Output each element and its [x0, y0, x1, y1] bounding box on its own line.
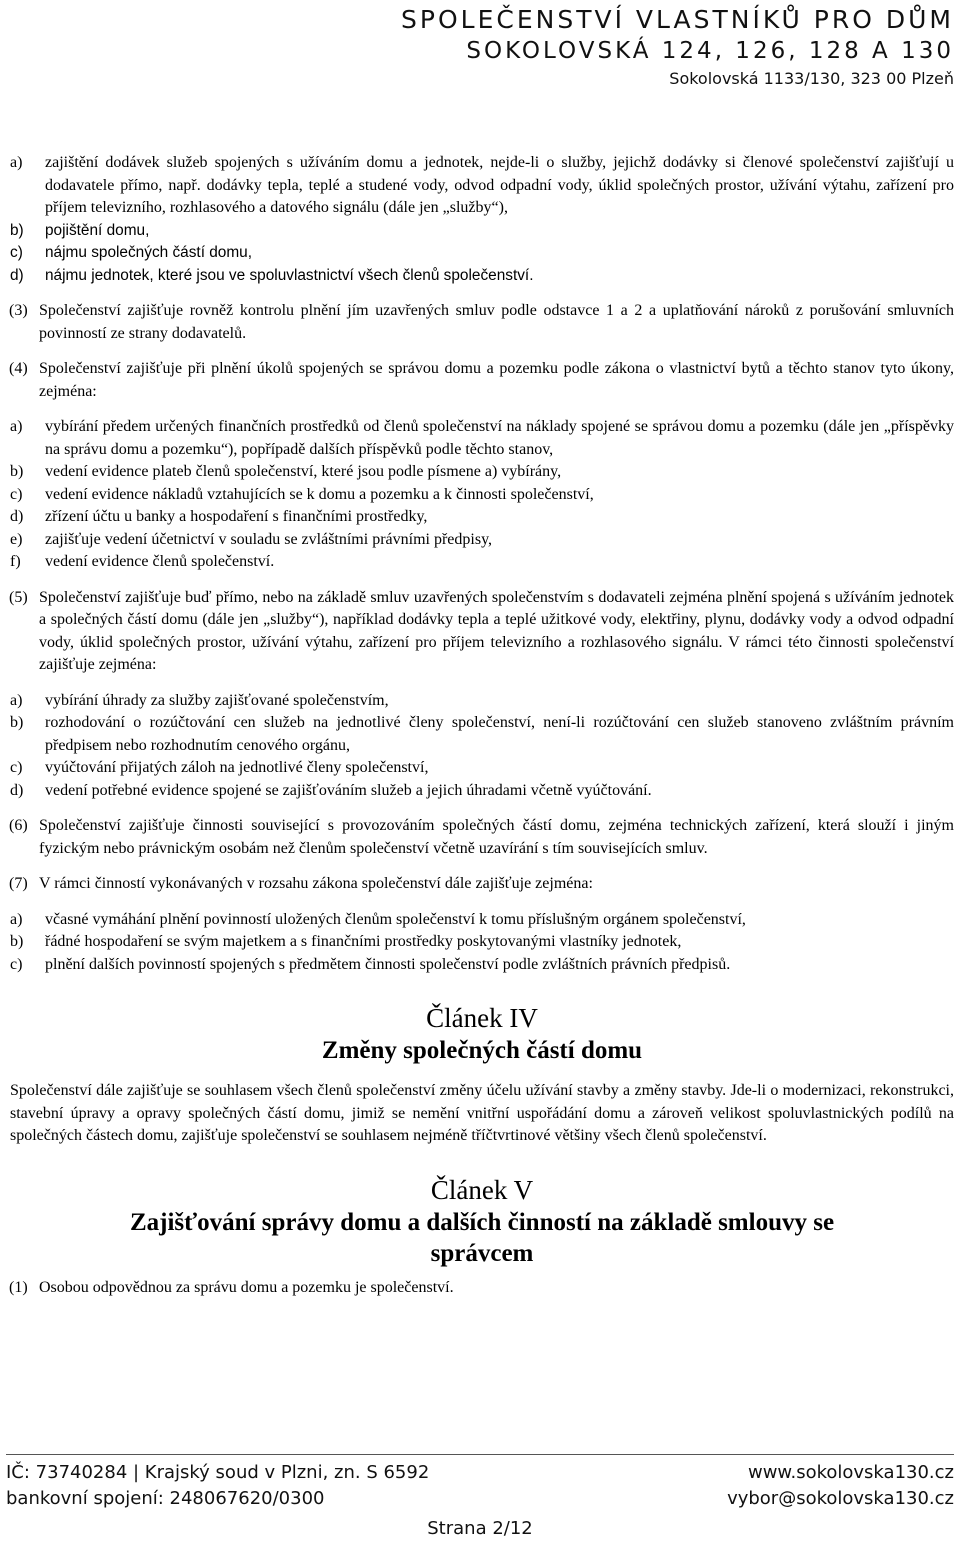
list-item: a) zajištění dodávek služeb spojených s užíváním domu a jednotek, nejde-li o služby, jejichž dodávky si členové společenství zajišťují u dodavatele přímo, např. dodávky tepla, teplé a studené vody, odvod odpadní vody, úklid společných prostor, užívání výtahu, zařízení pro příjem televizního, rozhlasového a datového signálu (dále jen „služby“), [10, 154, 954, 216]
article-5-paragraph-1: (1) Osobou odpovědnou za správu domu a pozemku je společenství. [9, 1278, 454, 1296]
paragraph-6: (6) Společenství zajišťuje činnosti související s provozováním společných částí domu, zejména technických zařízení, která slouží i jiným fyzickým nebo právnickým osobám než členům společenství včetně uzavírání s tím souvisejících smluv. [9, 817, 954, 857]
list-item: a) vybírání předem určených finančních prostředků od členů společenství na náklady spojené se správou domu a pozemku (dále jen „příspěvky na správu domu a pozemku“), popřípadě dalších příspěvků podle těchto stanov, [10, 418, 954, 458]
letterhead-address: Sokolovská 1133/130, 323 00 Plzeň [669, 69, 954, 88]
list-item: d) nájmu jednotek, které jsou ve spoluvlastnictví všech členů společenství. [10, 266, 534, 284]
article-5-heading: Článek V [430, 1174, 534, 1205]
article-4-title [10, 1002, 954, 1066]
paragraph-4: (4) Společenství zajišťuje při plnění úkolů spojených se správou domu a pozemku podle zákona o vlastnictví bytů a těchto stanov tyto úkony, zejména: [9, 360, 954, 400]
list-item: a) vybírání úhrady za služby zajišťované společenstvím, [10, 691, 389, 709]
list-item: e) zajišťuje vedení účetnictví v souladu se zvláštními právními předpisy, [10, 530, 493, 548]
paragraph-5: (5) Společenství zajišťuje buď přímo, nebo na základě smluv uzavřených společenstvím s dodavateli zejména plnění spojená s užíváním jednotek a společných částí domu (dále jen „služby“), například dodávky tepla a teplé užitkové vody, elektřiny, plynu, dodávky vody a odvod odpadní vody, úklid společných prostor, užívání výtahu, zařízení pro příjem televizního a rozhlasového signálu. V rámci této činnosti společenství zajišťuje zejména: [9, 588, 954, 673]
page-footer [6, 1460, 954, 1539]
letterhead-line2: SOKOLOVSKÁ 124, 126, 128 A 130 [466, 38, 954, 64]
list-item: c) vedení evidence nákladů vztahujících se k domu a pozemku a k činnosti společenství, [10, 485, 594, 503]
page-number: Strana 2/12 [427, 1518, 533, 1539]
list-item: d) vedení potřebné evidence spojené se zajišťováním služeb a jejich úhradami včetně vyúčtování. [10, 781, 652, 799]
footer-divider [6, 1454, 954, 1455]
letterhead-line1: SPOLEČENSTVÍ VLASTNÍKŮ PRO DŮM [401, 5, 954, 34]
footer-email: vybor@sokolovska130.cz [727, 1488, 954, 1509]
list-item: b) vedení evidence plateb členů společenství, které jsou podle písmene a) vybírány, [10, 463, 562, 480]
document-body [10, 152, 954, 1299]
footer-company-id: IČ: 73740284 | Krajský soud v Plzni, zn. S 6592 [6, 1462, 430, 1483]
list-item: a) včasné vymáhání plnění povinností uložených členům společenství k tomu příslušným orgánem společenství, [10, 910, 746, 928]
article-4-subheading: Změny společných částí domu [321, 1037, 643, 1064]
paragraph-7: (7) V rámci činností vykonávaných v rozsahu zákona společenství dále zajišťuje zejména: [9, 875, 593, 892]
article-4-text: Společenství dále zajišťuje se souhlasem všech členů společenství změny účelu užívání stavby a změny stavby. Jde-li o modernizaci, rekonstrukci, stavební úpravy a opravy společných částí domu, jimiž se nemění vnitřní uspořádání domu a zároveň velikost spoluvlastnických podílů na společných částech domu, zajišťuje společenství se souhlasem nejméně tříčtvrtinové většiny všech členů společenství. [10, 1082, 954, 1144]
list-item: b) rozhodování o rozúčtování cen služeb na jednotlivé členy společenství, není-li rozúčtování cen služeb stanoveno zvláštním právním předpisem nebo rozhodnutím cenového orgánu, [10, 714, 954, 754]
footer-bank-account: bankovní spojení: 248067620/0300 [6, 1488, 325, 1509]
list-item: f) vedení evidence členů společenství. [10, 553, 275, 570]
paragraph-3: (3) Společenství zajišťuje rovněž kontrolu plnění jím uzavřených smluv podle odstavce 1 a 2 a uplatňování nároků z porušování smluvních povinností ze strany dodavatelů. [9, 302, 954, 342]
list-item: c) plnění dalších povinností spojených s předmětem činnosti společenství podle zvláštních právních předpisů. [10, 955, 731, 973]
footer-website: www.sokolovska130.cz [747, 1462, 954, 1483]
list-item: c) nájmu společných částí domu, [10, 244, 253, 261]
list-item: c) vyúčtování přijatých záloh na jednotlivé členy společenství, [10, 759, 429, 776]
list-item: b) pojištění domu, [10, 221, 150, 239]
letterhead [401, 0, 954, 92]
article-4-heading: Článek IV [426, 1003, 538, 1033]
article-5-subheading: Zajišťování správy domu a dalších činností na základě smlouvy se správcem [129, 1208, 835, 1267]
list-item: b) řádné hospodaření se svým majetkem a s finančními prostředky poskytovanými vlastníky jednotek, [10, 933, 682, 950]
article-5-title [10, 1174, 954, 1269]
list-item: d) zřízení účtu u banky a hospodaření s finančními prostředky, [10, 508, 428, 525]
